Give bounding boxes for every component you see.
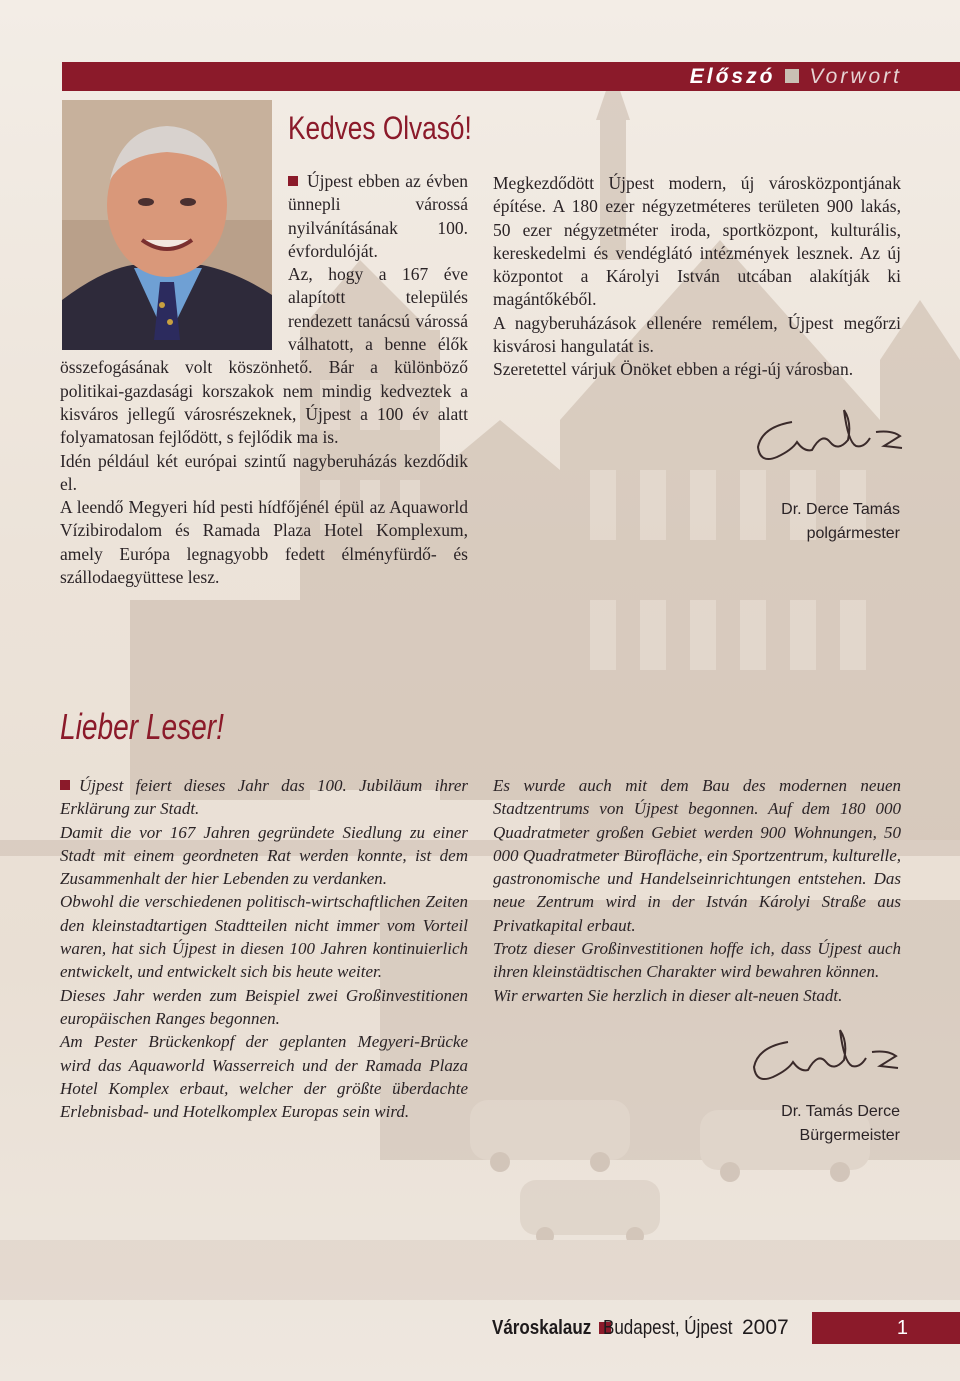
paragraph-text: Újpest feiert dieses Jahr das 100. Jubiläum ihrer Erklärung zur Stadt. <box>60 776 468 819</box>
signature-de <box>748 1022 908 1102</box>
german-text-column-1 <box>60 774 468 1123</box>
section-title-de: Vorwort <box>809 65 902 88</box>
bullet-square-icon <box>288 176 298 186</box>
signer-title: polgármester <box>806 525 900 542</box>
square-separator-icon <box>785 69 799 83</box>
footer <box>492 1313 789 1343</box>
page-number-bar <box>812 1312 960 1344</box>
paragraph: Wir erwarten Sie herzlich in dieser alt-neuen Stadt. <box>493 985 843 1005</box>
page-title-de: Lieber Leser! <box>60 706 224 747</box>
section-header <box>690 62 902 91</box>
section-title-hu: Előszó <box>689 65 776 88</box>
hungarian-text-column-2 <box>493 172 901 382</box>
signer-title: Bürgermeister <box>799 1127 900 1144</box>
paragraph: Damit die vor 167 Jahren gegründete Siedlung zu einer Stadt mit einem geordneten Rat werden konnte, ist dem Zusammenhalt der hier Lebenden zu verdanken. <box>60 822 468 889</box>
footer-location: Budapest, Újpest <box>602 1317 733 1339</box>
paragraph: Megkezdődött Újpest modern, új városközpontjának építése. A 180 ezer négyzetméteres területen 900 lakás, 50 ezer négyzetméter iroda, sportközpont, kulturális, kereskedelmi és vendéglátó intézmények lesznek. Az új központot a Károlyi István utcában alakítják ki magántőkéből. <box>493 173 901 310</box>
signer-block-hu <box>781 498 900 546</box>
paragraph: Idén például két európai szintű nagyberuházás kezdődik el. <box>60 450 468 494</box>
paragraph: Obwohl die verschiedenen politisch-wirtschaftlichen Zeiten den kleinstadtartigen Stadtteilen nicht immer vom Vorteil waren, hat sich Újpest in diesen 100 Jahren kontinuierlich entwickelt, und entwickelt sich bis heute weiter. <box>60 892 468 982</box>
paragraph <box>60 774 468 821</box>
bullet-square-icon <box>60 780 70 790</box>
page-number: 1 <box>896 1317 908 1339</box>
paragraph-text: Újpest ebben az évben ünnepli várossá nyilvánításának 100. évfordulóját. <box>288 171 468 261</box>
footer-brand: Városkalauz <box>492 1317 592 1339</box>
german-text-column-2 <box>493 774 901 1007</box>
paragraph: Trotz dieser Großinvestitionen hoffe ich, dass Újpest auch ihren kleinstädtischen Charakter wird bewahren können. <box>493 939 901 982</box>
signer-name: Dr. Tamás Derce <box>781 1103 900 1120</box>
paragraph: A nagyberuházások ellenére remélem, Újpest megőrzi kisvárosi hangulatát is. <box>493 312 901 357</box>
hungarian-text-column-1 <box>60 170 468 589</box>
paragraph: Es wurde auch mit dem Bau des modernen neuen Stadtzentrums von Újpest begonnen. Auf dem 180 000 Quadratmeter großen Gebiet werden 900 Wohnungen, 50 000 Quadratmeter Bürofläche, ein Sportzentrum, kulturelle, gastronomische und Handelseinrichtungen entstehen. Das neue Zentrum wird in der István Károlyi Straße aus Privatkapital erbaut. <box>493 776 901 935</box>
footer-year: 2007 <box>742 1316 789 1339</box>
signature-hu <box>752 402 912 482</box>
signer-block-de <box>781 1100 900 1148</box>
paragraph: Az, hogy a 167 éve alapított település rendezett tanácsú várossá válhatott, a benne élők összefogásának volt köszönhető. Bár a különböző politikai-gazdasági korszakok nem mindig kedveztek a kisváros jellegű városrészeknek, Újpest a 100 év alatt folyamatosan fejlődött, s fejlődik ma is. <box>60 264 468 448</box>
portrait-wrap-area <box>60 170 288 354</box>
signer-name: Dr. Derce Tamás <box>781 501 900 518</box>
paragraph: Szeretettel várjuk Önöket ebben a régi-új városban. <box>493 359 854 380</box>
page-title-hu: Kedves Olvasó! <box>288 110 472 146</box>
paragraph: A leendő Megyeri híd pesti hídfőjénél épül az Aquaworld Vízibirodalom és Ramada Plaza Hotel Komplexum, amely Európa legnagyobb fedett élményfürdő- és szállodaegyüttese lesz. <box>60 497 468 588</box>
paragraph: Dieses Jahr werden zum Beispiel zwei Großinvestitionen europäischen Ranges begonnen. <box>60 985 468 1028</box>
paragraph: Am Pester Brückenkopf der geplanten Megyeri-Brücke wird das Aquaworld Wasserreich und der Ramada Plaza Hotel Komplex erbaut, welcher der größte überdachte Erlebnisbad- und Hotelkomplex Europas sein wird. <box>60 1032 468 1122</box>
